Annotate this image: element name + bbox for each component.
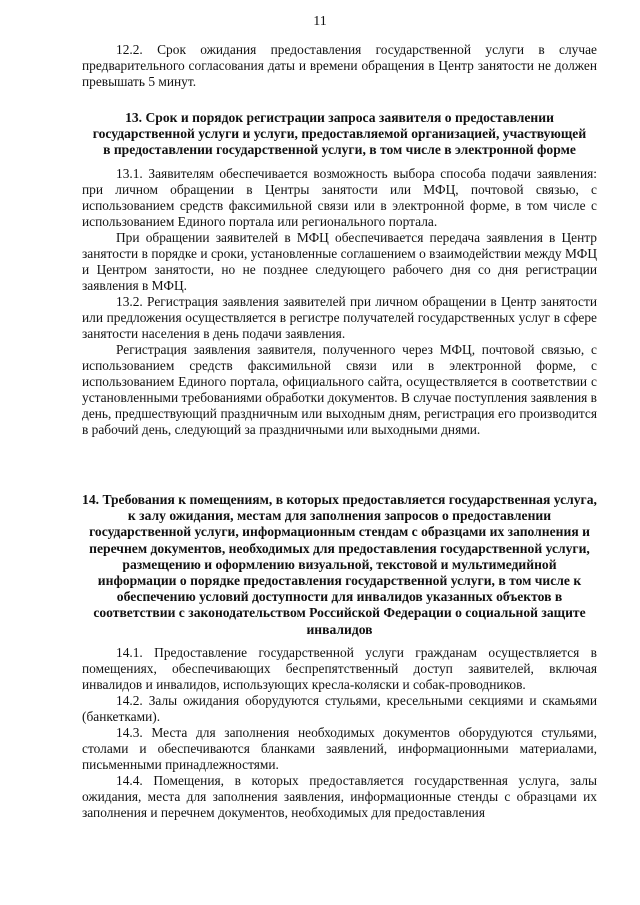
paragraph-14-1: 14.1. Предоставление государственной услуги гражданам осуществляется в помещениях, обеспечивающих беспрепятственный доступ заявителей, включая инвалидов и инвалидов, использующих кресла-коляски и собак-проводников. <box>82 644 597 692</box>
section-14-heading: 14. Требования к помещениям, в которых предоставляется государственная услуга, к залу ожидания, местам для заполнения запросов о предоставлении государственной услуги, информационным стендам с образцами их заполнения и перечнем документов, необходимых для предоставления государственной услуги, размещению и оформлению визуальной, текстовой и мультимедийной информации о порядке предоставления государственной услуги, в том числе к обеспечению условий доступности для инвалидов указанных объектов в соответствии с законодательством Российской Федерации о социальной защите инвалидов <box>82 492 597 637</box>
paragraph-14-2: 14.2. Залы ожидания оборудуются стульями, кресельными секциями и скамьями (банкетками). <box>82 692 597 724</box>
paragraph-12-2-block <box>82 42 597 90</box>
paragraph-14-4: 14.4. Помещения, в которых предоставляется государственная услуга, залы ожидания, места для заполнения заявления, информационные стенды с образцами их заполнения и перечнем документов, необходимых для предоставления <box>82 772 597 820</box>
page-number: 11 <box>313 14 327 29</box>
section-13-heading: 13. Срок и порядок регистрации запроса заявителя о предоставлении государственной услуги и услуги, предоставляемой организацией, участвующей в предоставлении государственной услуги, в том числе в электронной форме <box>92 110 587 158</box>
section-13 <box>82 110 597 438</box>
paragraph-13-1b: При обращении заявителей в МФЦ обеспечивается передача заявления в Центр занятости в порядке и сроки, установленные соглашением о взаимодействии между МФЦ и Центром занятости, но не позднее следующего рабочего дня со дня регистрации заявления в МФЦ. <box>82 229 597 293</box>
section-14 <box>82 492 597 821</box>
paragraph-13-2: 13.2. Регистрация заявления заявителей при личном обращении в Центр занятости или предложения осуществляется в регистре получателей государственных услуг в сфере занятости населения в день подачи заявления. <box>82 293 597 341</box>
paragraph-13-1: 13.1. Заявителям обеспечивается возможность выбора способа подачи заявления: при личном обращении в Центры занятости или МФЦ, почтовой связью, с использованием средств факсимильной связи или в электронной форме, в том числе с использованием Единого портала или регионального портала. <box>82 165 597 229</box>
paragraph-14-3: 14.3. Места для заполнения необходимых документов оборудуются стульями, столами и обеспечиваются бланками заявлений, информационными материалами, письменными принадлежностями. <box>82 724 597 772</box>
paragraph-12-2: 12.2. Срок ожидания предоставления государственной услуги в случае предварительного согласования даты и времени обращения в Центр занятости не должен превышать 5 минут. <box>82 42 597 89</box>
paragraph-13-2b: Регистрация заявления заявителя, полученного через МФЦ, почтовой связью, с использованием средств факсимильной связи или в электронной форме, с использованием Единого портала, официального сайта, осуществляется в соответствии с установленными требованиями обработки документов. В случае поступления заявления в день, предшествующий праздничным или выходным дням, регистрация его производится в рабочий день, следующий за праздничными или выходными днями. <box>82 341 597 437</box>
